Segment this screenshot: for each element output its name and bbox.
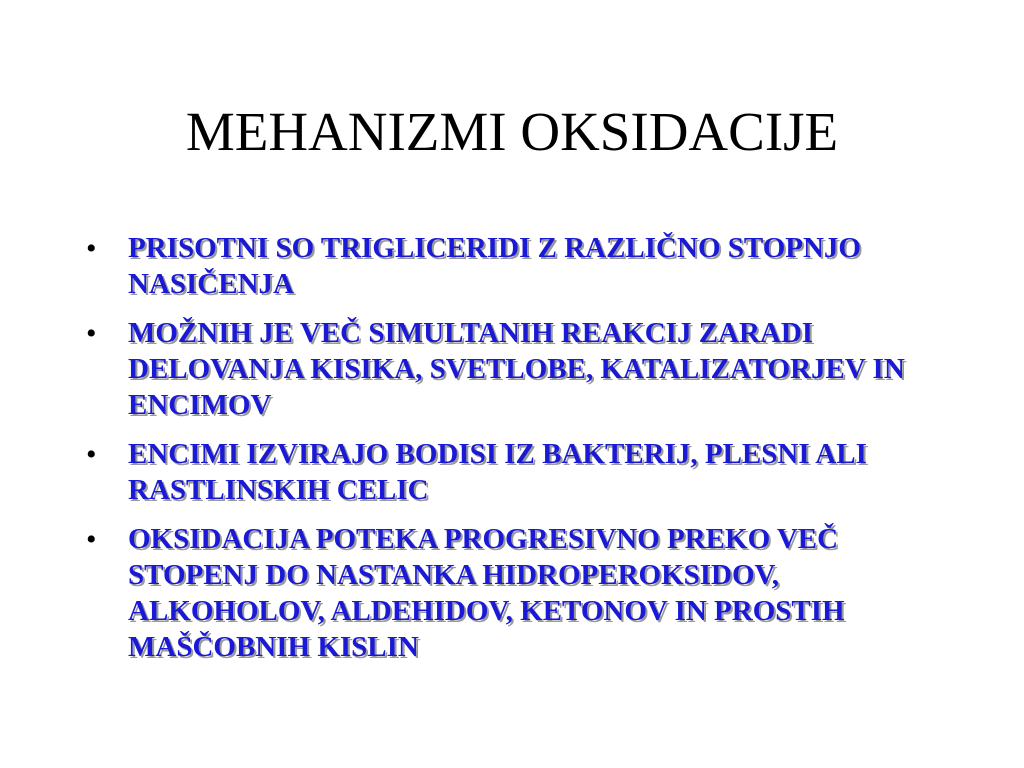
slide-title: MEHANIZMI OKSIDACIJE <box>185 101 839 162</box>
bullet-item <box>84 230 944 302</box>
bullet-item <box>84 315 944 423</box>
bullet-item <box>84 436 944 508</box>
bullet-text: ENCIMI IZVIRAJO BODISI IZ BAKTERIJ, PLESNI ALI RASTLINSKIH CELIC <box>128 438 867 506</box>
bullet-text: PRISOTNI SO TRIGLICERIDI Z RAZLIČNO STOPNJO NASIČENJA <box>128 232 861 300</box>
bullet-marker: • <box>86 438 97 471</box>
bullet-text: OKSIDACIJA POTEKA PROGRESIVNO PREKO VEČ STOPENJ DO NASTANKA HIDROPEROKSIDOV, ALKOHOLOV, ALDEHIDOV, KETONOV IN PROSTIH MAŠČOBNIH KISLIN <box>128 523 845 663</box>
bullet-item <box>84 521 944 665</box>
bullet-list <box>84 230 944 678</box>
bullet-text: MOŽNIH JE VEČ SIMULTANIH REAKCIJ ZARADI DELOVANJA KISIKA, SVETLOBE, KATALIZATORJEV IN ENCIMOV <box>128 317 905 421</box>
bullet-marker: • <box>86 317 97 350</box>
bullet-marker: • <box>86 232 97 265</box>
bullet-marker: • <box>86 523 97 556</box>
